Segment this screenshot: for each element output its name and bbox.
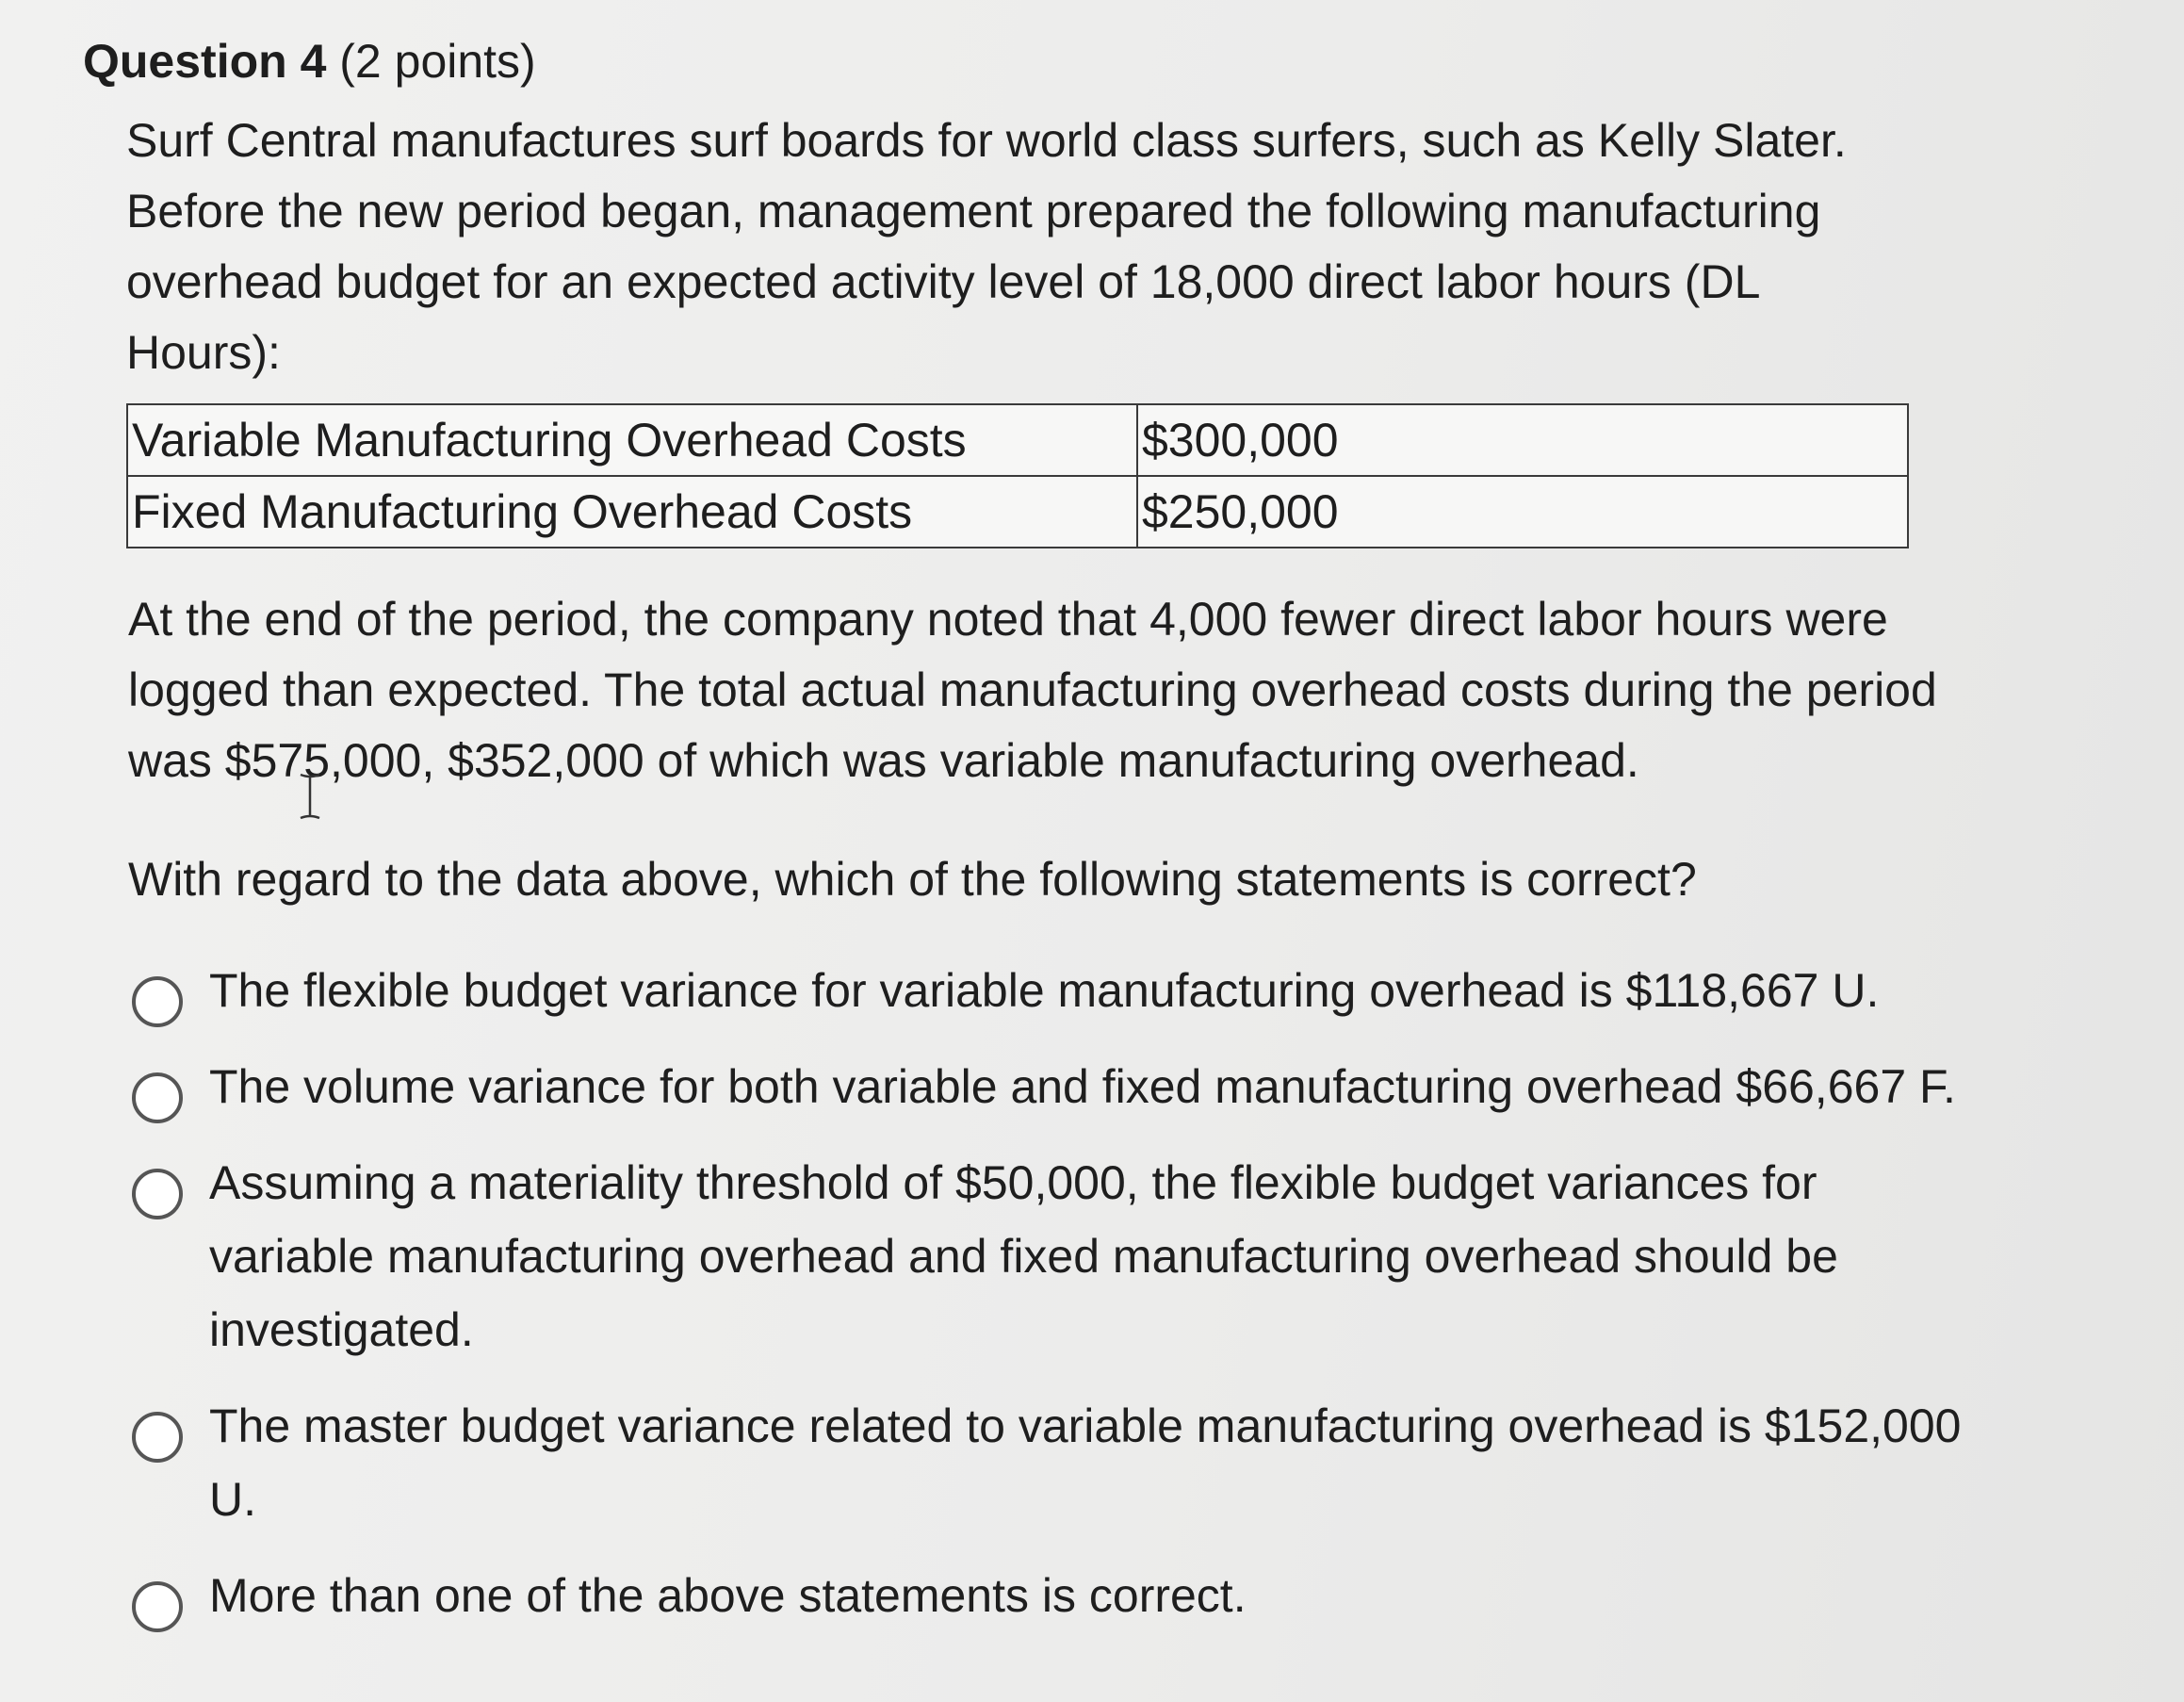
question-prompt: With regard to the data above, which of the following statements is correct? — [128, 853, 1697, 906]
radio-button[interactable] — [132, 1581, 183, 1632]
answer-option[interactable] — [132, 1146, 1979, 1367]
answer-option-label[interactable]: The master budget variance related to variable manufacturing overhead is $152,000 U. — [209, 1399, 1962, 1526]
question-title: Question 4 — [83, 35, 327, 88]
answer-option-label[interactable]: More than one of the above statements is correct. — [209, 1569, 1247, 1622]
table-cell-label: Variable Manufacturing Overhead Costs — [127, 404, 1137, 476]
overhead-budget-table — [126, 403, 1909, 548]
radio-button[interactable] — [132, 1169, 183, 1219]
radio-button[interactable] — [132, 976, 183, 1027]
question-narrative: At the end of the period, the company noted that 4,000 fewer direct labor hours were logged than expected. The total actual manufacturing overhead costs during the period was $575,000, $352,000 of which was variable manufacturing overhead. — [128, 593, 1937, 787]
table-cell-label: Fixed Manufacturing Overhead Costs — [127, 476, 1137, 548]
answer-option[interactable] — [132, 1050, 1979, 1123]
text-cursor-icon — [298, 773, 322, 820]
table-cell-value: $300,000 — [1137, 404, 1908, 476]
answer-option-label[interactable]: The flexible budget variance for variable manufacturing overhead is $118,667 U. — [209, 964, 1880, 1017]
answer-option-label[interactable]: Assuming a materiality threshold of $50,000, the flexible budget variances for variable manufacturing overhead and fixed manufacturing overhead should be investigated. — [209, 1156, 1838, 1356]
radio-button[interactable] — [132, 1072, 183, 1123]
answer-option[interactable] — [132, 1559, 1979, 1632]
answer-options — [132, 954, 1979, 1655]
answer-option[interactable] — [132, 1389, 1979, 1536]
question-header — [83, 28, 536, 94]
radio-button[interactable] — [132, 1412, 183, 1463]
question-points: (2 points) — [339, 35, 536, 88]
table-row — [127, 476, 1908, 548]
answer-option-label[interactable]: The volume variance for both variable and fixed manufacturing overhead $66,667 F. — [209, 1060, 1956, 1113]
table-cell-value: $250,000 — [1137, 476, 1908, 548]
table-row — [127, 404, 1908, 476]
answer-option[interactable] — [132, 954, 1979, 1027]
question-intro: Surf Central manufactures surf boards for world class surfers, such as Kelly Slater. Before the new period began, management prepared the following manufacturing overhead budget for an expected activity level of 18,000 direct labor hours (DL Hours): — [126, 114, 1847, 379]
